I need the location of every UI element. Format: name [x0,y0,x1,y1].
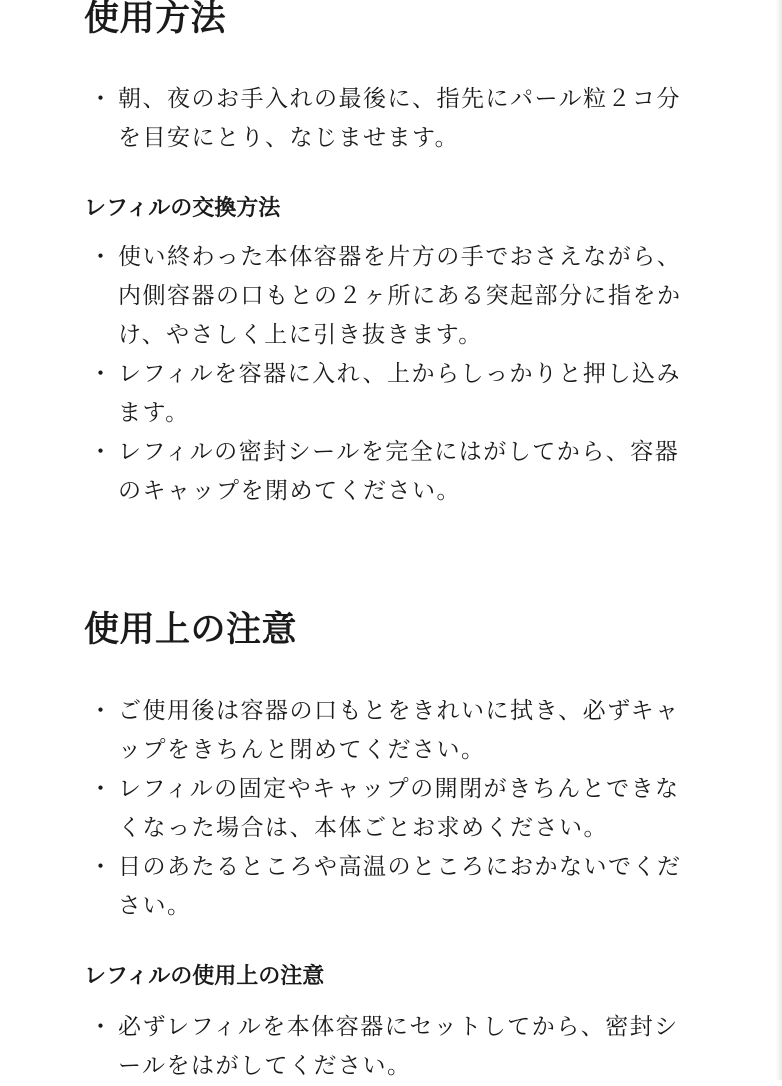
bullet-marker: ・ [89,776,114,802]
list-item-text: レフィルの固定やキャップの開閉がきちんとできなくなった場合は、本体ごとお求めください。 [118,776,680,841]
bullet-marker: ・ [89,1014,114,1040]
refill-cautions-heading: レフィルの使用上の注意 [84,964,325,989]
list-item-text: レフィルの密封シールを完全にはがしてから、容器のキャップを閉めてください。 [118,439,680,504]
list-item-text: 日のあたるところや高温のところにおかないでください。 [118,854,682,919]
bullet-marker: ・ [89,244,114,270]
refill-cautions-list [84,1008,694,1086]
list-item-text: 必ずレフィルを本体容器にセットしてから、密封シールをはがしてください。 [118,1014,679,1079]
list-item [84,433,694,511]
bullet-marker: ・ [89,854,114,880]
bullet-marker: ・ [89,698,114,724]
list-item [84,1008,694,1086]
cautions-heading: 使用上の注意 [84,610,298,650]
cautions-list [84,692,694,926]
bullet-marker: ・ [89,361,114,387]
list-item [84,848,694,926]
refill-exchange-heading: レフィルの交換方法 [84,196,281,221]
usage-list [84,80,694,158]
bullet-marker: ・ [89,439,114,465]
bullet-marker: ・ [89,86,114,112]
list-item-text: ご使用後は容器の口もとをきれいに拭き、必ずキャップをきちんと閉めてください。 [118,698,680,763]
list-item [84,692,694,770]
list-item-text: 使い終わった本体容器を片方の手でおさえながら、内側容器の口もとの２ヶ所にある突起部分に指をかけ、やさしく上に引き抜きます。 [118,244,682,348]
list-item-text: レフィルを容器に入れ、上からしっかりと押し込みます。 [118,361,682,426]
page-edge-shadow [776,0,782,1080]
list-item-text: 朝、夜のお手入れの最後に、指先にパール粒２コ分を目安にとり、なじませます。 [118,86,682,151]
usage-heading: 使用方法 [84,0,227,39]
list-item [84,238,694,355]
list-item [84,80,694,158]
refill-exchange-list [84,238,694,511]
list-item [84,355,694,433]
list-item [84,770,694,848]
